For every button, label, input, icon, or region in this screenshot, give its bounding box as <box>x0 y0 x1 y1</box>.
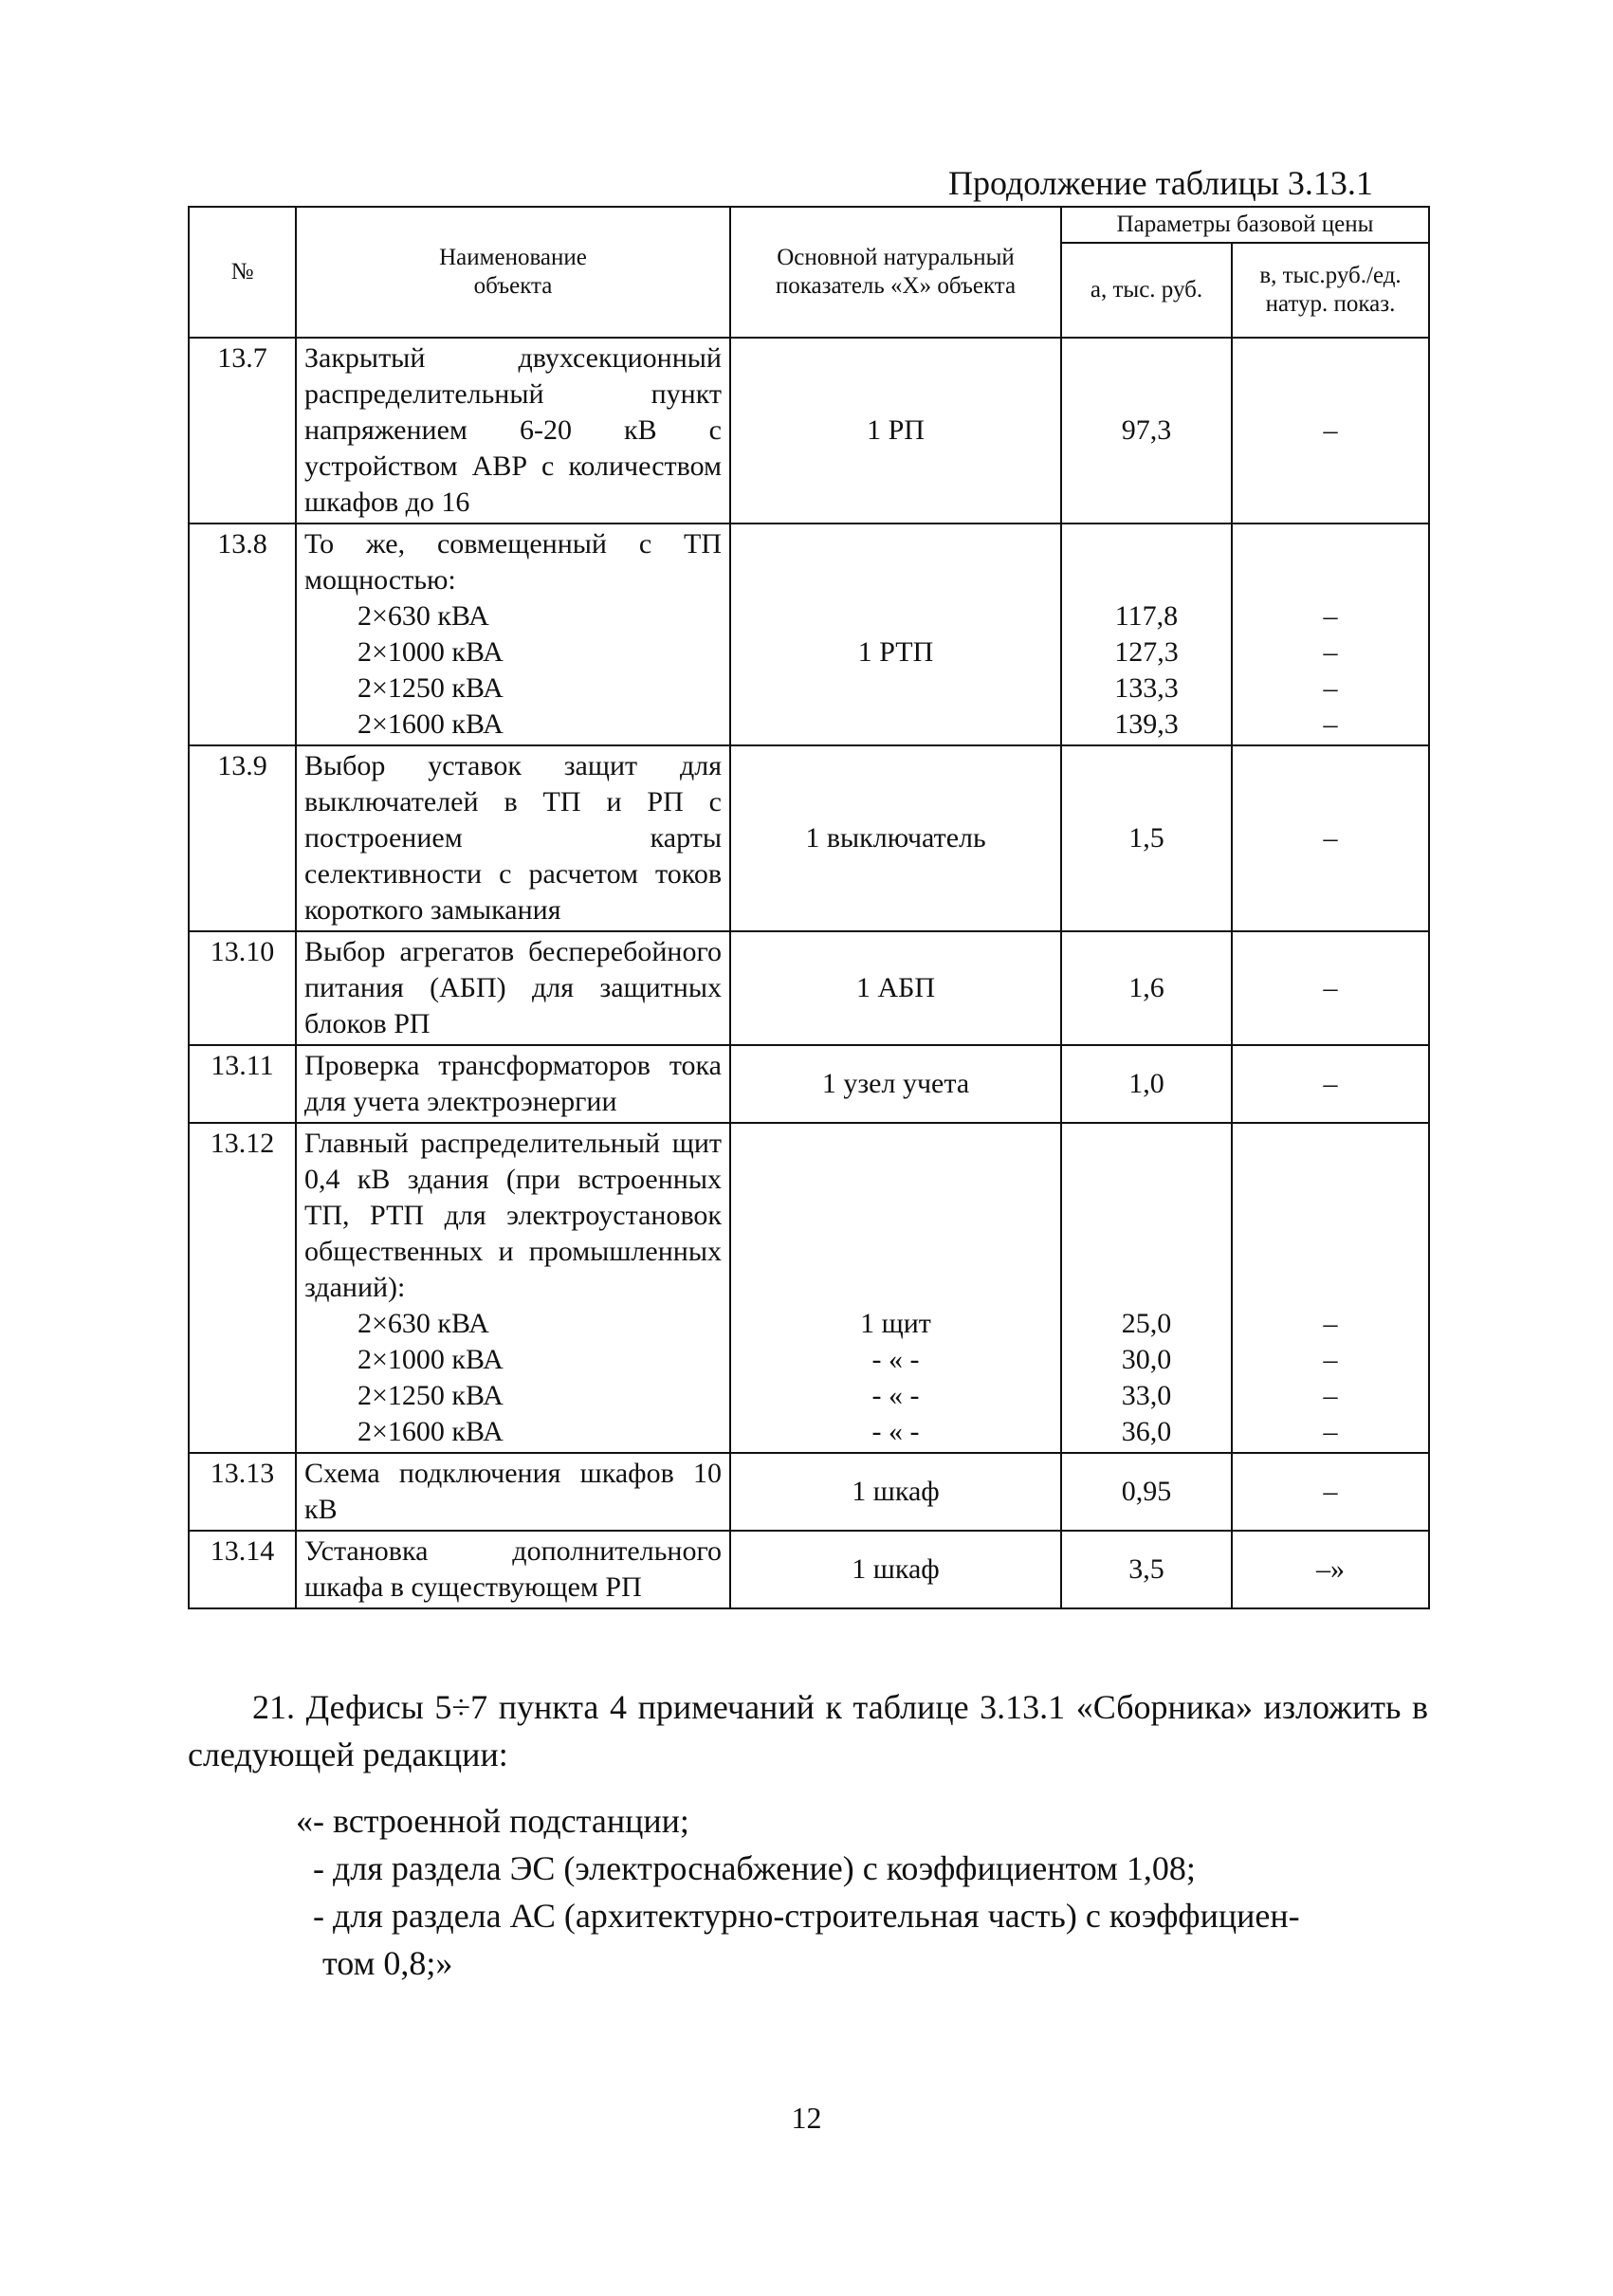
row-param-b-value: – <box>1323 1380 1338 1411</box>
row-param-a-value: 36,0 <box>1121 1416 1172 1447</box>
row-object-name <box>296 745 730 931</box>
row-param-a-value: 133,3 <box>1114 672 1179 704</box>
object-power-variant: 2×1250 кВА <box>357 1380 504 1411</box>
row-param-a: 97,3 <box>1061 338 1232 523</box>
row-param-b: – <box>1232 1045 1429 1123</box>
amendment-paragraph-text: 21. Дефисы 5÷7 пункта 4 примечаний к таблице 3.13.1 «Сборника» изложить в следующей редакции: <box>188 1688 1428 1773</box>
row-indicator: 1 РП <box>730 338 1061 523</box>
amendment-paragraph <box>188 1683 1428 1778</box>
row-param-a <box>1061 523 1232 745</box>
row-object-name <box>296 1531 730 1608</box>
price-table <box>188 206 1430 1609</box>
row-param-a <box>1061 1123 1232 1453</box>
row-param-a-value: 127,3 <box>1114 636 1179 668</box>
row-param-b-value: – <box>1323 1308 1338 1339</box>
row-param-a: 1,0 <box>1061 1045 1232 1123</box>
row-indicator: 1 узел учета <box>730 1045 1061 1123</box>
row-indicator <box>730 1123 1061 1453</box>
row-indicator-value <box>731 707 1060 743</box>
object-name-text: Проверка трансформаторов тока для учета электроэнергии <box>304 1050 722 1117</box>
table-row <box>189 1531 1429 1608</box>
list-item-2: - для раздела ЭС (электроснабжение) с коэффициентом 1,08; <box>313 1849 1196 1887</box>
row-indicator-value: 1 щит <box>860 1308 931 1339</box>
row-param-a: 3,5 <box>1061 1531 1232 1608</box>
list-item-4: том 0,8;» <box>322 1944 453 1982</box>
row-param-b: – <box>1232 1453 1429 1531</box>
object-power-variant: 2×1600 кВА <box>357 1416 504 1447</box>
object-power-variant: 2×1000 кВА <box>357 636 504 668</box>
row-number: 13.12 <box>189 1123 296 1453</box>
row-param-b: –» <box>1232 1531 1429 1608</box>
row-object-name <box>296 1045 730 1123</box>
row-object-name <box>296 1453 730 1531</box>
row-param-b-value: – <box>1323 600 1338 632</box>
object-name-text: Закрытый двухсекционный распределительный пункт напряжением 6-20 кВ с устройством АВР с количеством шкафов до 16 <box>304 342 722 518</box>
row-indicator-value <box>731 598 1060 634</box>
row-number: 13.8 <box>189 523 296 745</box>
row-param-b-value: – <box>1323 708 1338 740</box>
row-indicator-value: - « - <box>871 1416 920 1447</box>
table-caption: Продолжение таблицы 3.13.1 <box>948 164 1373 202</box>
row-param-b <box>1232 1123 1429 1453</box>
table-row <box>189 745 1429 931</box>
page-number: 12 <box>791 2101 822 2135</box>
table-row <box>189 523 1429 745</box>
row-indicator-value: 1 РТП <box>857 636 934 668</box>
table-body <box>189 338 1429 1608</box>
row-param-a-value: 139,3 <box>1114 708 1179 740</box>
table-row <box>189 1045 1429 1123</box>
row-indicator: 1 шкаф <box>730 1531 1061 1608</box>
object-power-variant: 2×1600 кВА <box>357 708 504 740</box>
row-number: 13.9 <box>189 745 296 931</box>
row-param-b: – <box>1232 338 1429 523</box>
table-row <box>189 338 1429 523</box>
object-name-text: Установка дополнительного шкафа в существующем РП <box>304 1535 722 1603</box>
row-number: 13.11 <box>189 1045 296 1123</box>
row-param-a-value: 25,0 <box>1121 1308 1172 1339</box>
row-param-a-value: 30,0 <box>1121 1344 1172 1375</box>
row-param-b: – <box>1232 745 1429 931</box>
table-row <box>189 1123 1429 1453</box>
header-param-a <box>1061 243 1232 338</box>
row-param-a-value: 117,8 <box>1114 600 1179 632</box>
header-indicator <box>730 207 1061 338</box>
table-row <box>189 1453 1429 1531</box>
row-indicator <box>730 523 1061 745</box>
header-name-text: Наименование объекта <box>439 245 587 299</box>
list-item-3: - для раздела АС (архитектурно-строительная часть) с коэффициен- <box>313 1897 1300 1935</box>
row-param-a: 1,5 <box>1061 745 1232 931</box>
row-param-b-value: – <box>1323 1416 1338 1447</box>
row-indicator: 1 шкаф <box>730 1453 1061 1531</box>
row-indicator-value: - « - <box>871 1344 920 1375</box>
row-param-b <box>1232 523 1429 745</box>
object-name-text: Выбор агрегатов бесперебойного питания (АБП) для защитных блоков РП <box>304 936 722 1039</box>
header-name <box>296 207 730 338</box>
row-param-a: 0,95 <box>1061 1453 1232 1531</box>
row-indicator: 1 АБП <box>730 931 1061 1045</box>
row-indicator-value <box>731 670 1060 707</box>
row-number: 13.14 <box>189 1531 296 1608</box>
row-object-name <box>296 1123 730 1453</box>
row-number: 13.10 <box>189 931 296 1045</box>
object-name-text: Схема подключения шкафов 10 кВ <box>304 1458 722 1525</box>
row-indicator: 1 выключатель <box>730 745 1061 931</box>
row-param-b-value: – <box>1323 636 1338 668</box>
header-param-b <box>1232 243 1429 338</box>
row-param-a: 1,6 <box>1061 931 1232 1045</box>
row-object-name <box>296 523 730 745</box>
row-object-name <box>296 931 730 1045</box>
row-number: 13.7 <box>189 338 296 523</box>
row-number: 13.13 <box>189 1453 296 1531</box>
header-num: № <box>189 207 296 338</box>
row-object-name <box>296 338 730 523</box>
header-params-group: Параметры базовой цены <box>1061 207 1429 243</box>
object-name-text: Выбор уставок защит для выключателей в ТП и РП с построением карты селективности с расчетом токов короткого замыкания <box>304 750 722 926</box>
header-param-b-text: в, тыс.руб./ед. натур. показ. <box>1259 263 1402 317</box>
row-param-b-value: – <box>1323 672 1338 704</box>
object-power-variant: 2×1250 кВА <box>357 672 504 704</box>
object-power-variant: 2×630 кВА <box>357 600 489 632</box>
object-power-variant: 2×1000 кВА <box>357 1344 504 1375</box>
row-param-b: – <box>1232 931 1429 1045</box>
header-param-a-text: а, тыс. руб. <box>1090 277 1203 303</box>
list-item-1: «- встроенной подстанции; <box>296 1802 689 1840</box>
table-row <box>189 931 1429 1045</box>
object-power-variant: 2×630 кВА <box>357 1308 489 1339</box>
header-indicator-text: Основной натуральный показатель «Х» объекта <box>775 245 1017 299</box>
object-name-text: Главный распределительный щит 0,4 кВ здания (при встроенных ТП, РТП для электроустановок общественных и промышленных зданий): <box>304 1128 722 1303</box>
row-param-a-value: 33,0 <box>1121 1380 1172 1411</box>
row-indicator-value: - « - <box>871 1380 920 1411</box>
object-name-text: То же, совмещенный с ТП мощностью: <box>304 528 722 596</box>
row-param-b-value: – <box>1323 1344 1338 1375</box>
